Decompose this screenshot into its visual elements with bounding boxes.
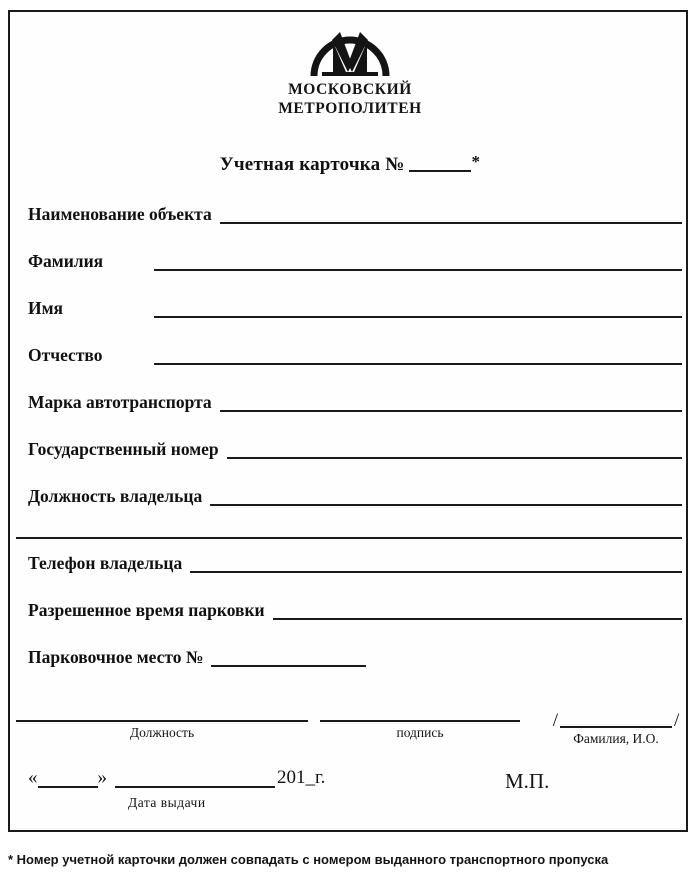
- document-border-frame: [8, 10, 688, 832]
- document-header: [10, 16, 690, 118]
- signature-slot-position: [16, 720, 308, 742]
- field-label-parking-time: Разрешенное время парковки: [28, 600, 265, 620]
- signature-name-field: [550, 710, 682, 731]
- field-label-vehicle-make: Марка автотранспорта: [28, 392, 212, 412]
- signature-caption-signature: подпись: [396, 725, 444, 740]
- signature-line-name[interactable]: [560, 712, 672, 728]
- signature-slot-signature: [320, 720, 520, 742]
- field-row-firstname: [28, 292, 682, 318]
- field-row-plate-number: [28, 433, 682, 459]
- field-input-patronymic[interactable]: [154, 346, 682, 365]
- page-title-text: Учетная карточка №: [219, 154, 405, 175]
- issue-year-text: 201_г.: [277, 767, 326, 788]
- field-input-vehicle-make[interactable]: [220, 393, 682, 412]
- field-label-surname: Фамилия: [28, 251, 104, 271]
- signature-caption-position: Должность: [129, 725, 195, 740]
- slash-right-icon: /: [674, 710, 680, 731]
- field-row-parking-time: [28, 594, 682, 620]
- field-label-owner-phone: Телефон владельца: [28, 553, 183, 573]
- signature-line-position[interactable]: [16, 720, 308, 722]
- footnote-text: * Номер учетной карточки должен совпадать с номером выданного транспортного пропуска: [8, 852, 609, 867]
- field-input-parking-space[interactable]: [211, 648, 366, 667]
- card-number-blank[interactable]: [409, 156, 471, 172]
- field-input-owner-phone[interactable]: [190, 554, 682, 573]
- field-label-plate-number: Государственный номер: [28, 439, 219, 459]
- field-label-object-name: Наименование объекта: [28, 204, 212, 224]
- signature-line-signature[interactable]: [320, 720, 520, 722]
- field-label-parking-space: Парковочное место №: [28, 647, 204, 667]
- issue-date-caption: Дата выдачи: [128, 795, 206, 810]
- field-input-firstname[interactable]: [154, 299, 682, 318]
- slash-left-icon: /: [552, 710, 558, 731]
- field-input-object-name[interactable]: [220, 205, 682, 224]
- organization-name-line-2: МЕТРОПОЛИТЕН: [278, 100, 422, 117]
- field-row-owner-position: [28, 480, 682, 506]
- signature-caption-name: Фамилия, И.О.: [573, 731, 659, 746]
- field-row-vehicle-make: [28, 386, 682, 412]
- field-label-owner-position: Должность владельца: [28, 486, 203, 506]
- stamp-placeholder: М.П.: [505, 769, 550, 793]
- quote-close: »: [97, 767, 107, 788]
- field-row-parking-space: [28, 641, 408, 667]
- field-row-owner-phone: [28, 547, 682, 573]
- quote-open: «: [28, 767, 38, 788]
- organization-name: [10, 80, 690, 118]
- moscow-metro-logo-icon: [308, 16, 392, 78]
- footnote-marker: *: [471, 152, 481, 171]
- field-row-object-name: [28, 198, 682, 224]
- field-label-firstname: Имя: [28, 298, 63, 318]
- field-input-owner-position-continuation[interactable]: [16, 537, 682, 539]
- signature-slot-name: [550, 712, 682, 748]
- issue-date-row: [28, 768, 325, 788]
- field-input-surname[interactable]: [154, 252, 682, 271]
- field-row-patronymic: [28, 339, 682, 365]
- field-row-surname: [28, 245, 682, 271]
- field-input-owner-position[interactable]: [210, 487, 682, 506]
- field-input-parking-time[interactable]: [273, 601, 682, 620]
- issue-month-input[interactable]: [115, 770, 275, 788]
- field-label-patronymic: Отчество: [28, 345, 103, 365]
- issue-day-input[interactable]: [38, 770, 98, 788]
- organization-name-line-1: МОСКОВСКИЙ: [288, 81, 412, 98]
- field-input-plate-number[interactable]: [227, 440, 682, 459]
- page-title: [10, 152, 690, 176]
